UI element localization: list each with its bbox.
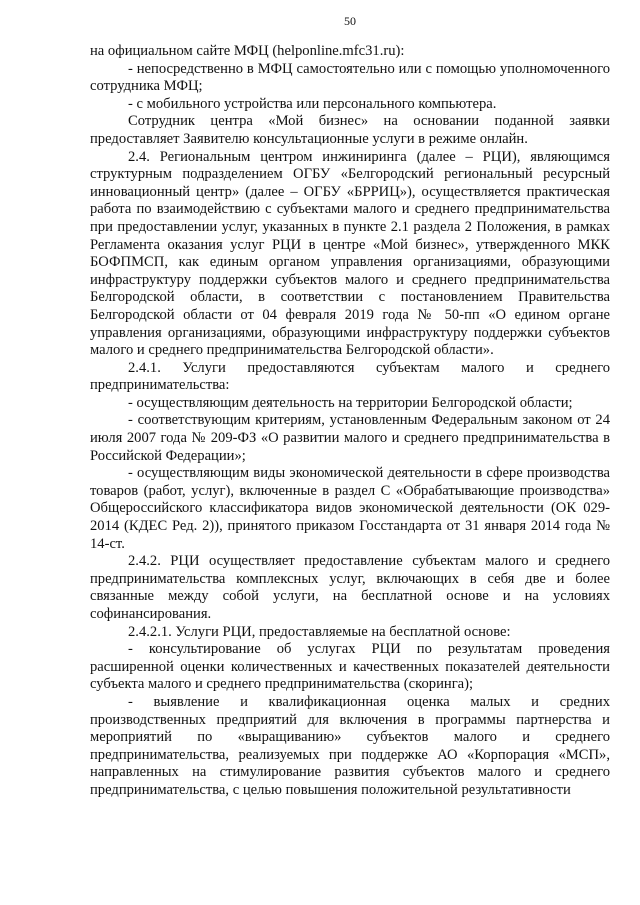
list-item-activities: - осуществляющим виды экономической деятельности в сфере производства товаров (работ, услуг), включенные в раздел С «Обрабатывающие производства» Общероссийского классификатора видов экономической деятельности (ОК 029-2014 (КДЕС Ред. 2)), принятого приказом Госстандарта от 31 января 2014 года № 14-ст. <box>90 465 610 552</box>
paragraph-section-2-4-2: 2.4.2. РЦИ осуществляет предоставление субъектам малого и среднего предпринимательства комплексных услуг, включающих в себя две и более связанные между собой услуги, на бесплатной основе и на условиях софинансирования. <box>90 553 610 622</box>
list-item-mfc-self: - непосредственно в МФЦ самостоятельно или с помощью уполномоченного сотрудника МФЦ; <box>90 60 610 95</box>
document-page <box>90 14 610 800</box>
document-body <box>90 43 610 800</box>
paragraph-section-2-4-1: 2.4.1. Услуги предоставляются субъектам малого и среднего предпринимательства: <box>90 359 610 394</box>
paragraph-section-2-4-2-1: 2.4.2.1. Услуги РЦИ, предоставляемые на бесплатной основе: <box>128 623 511 640</box>
list-item-territory: - осуществляющим деятельность на территории Белгородской области; <box>128 394 573 411</box>
list-item-mobile-device: - с мобильного устройства или персонального компьютера. <box>128 95 497 112</box>
paragraph-consulting-online: Сотрудник центра «Мой бизнес» на основании поданной заявки предоставляет Заявителю консультационные услуги в режиме онлайн. <box>90 113 610 147</box>
page-number: 50 <box>344 14 356 28</box>
list-item-consulting-scoring: - консультирование об услугах РЦИ по результатам проведения расширенной оценки количественных и качественных показателей деятельности субъекта малого и среднего предпринимательства (скоринга); <box>90 641 610 693</box>
paragraph-online-site: на официальном сайте МФЦ (helponline.mfc31.ru): <box>90 43 405 59</box>
list-item-criteria: - соответствующим критериям, установленным Федеральным законом от 24 июля 2007 года № 209-ФЗ «О развитии малого и среднего предпринимательства в Российской Федерации»; <box>90 412 610 464</box>
paragraph-section-2-4: 2.4. Региональным центром инжиниринга (далее – РЦИ), являющимся структурным подразделением ОГБУ «Белгородский региональный ресурсный инновационный центр» (далее – ОГБУ «БРРИЦ»), осуществляется практическая работа по взаимодействию с субъектами малого и среднего предпринимательства при предоставлении услуг, указанных в пункте 2.1 раздела 2 Положения, в рамках Регламента оказания услуг РЦИ в центре «Мой бизнес», утвержденного МКК БОФПМСП, как единым органом управления организациями, образующими инфраструктуру поддержки субъектов малого и среднего предпринимательства Белгородской области, в соответствии с постановлением Правительства Белгородской области от 04 февраля 2019 года № 50-пп «О едином органе управления организациями, образующими инфраструктуру поддержки субъектов малого и среднего предпринимательства Белгородской области». <box>90 148 610 359</box>
list-item-identification: - выявление и квалификационная оценка малых и средних производственных предприятий для включения в программы партнерства и мероприятий по «выращиванию» субъектов малого и среднего предпринимательства, реализуемых при поддержке АО «Корпорация «МСП», направленных на стимулирование развития субъектов малого и среднего предпринимательства, с целью повышения положительной результативности <box>90 693 610 798</box>
